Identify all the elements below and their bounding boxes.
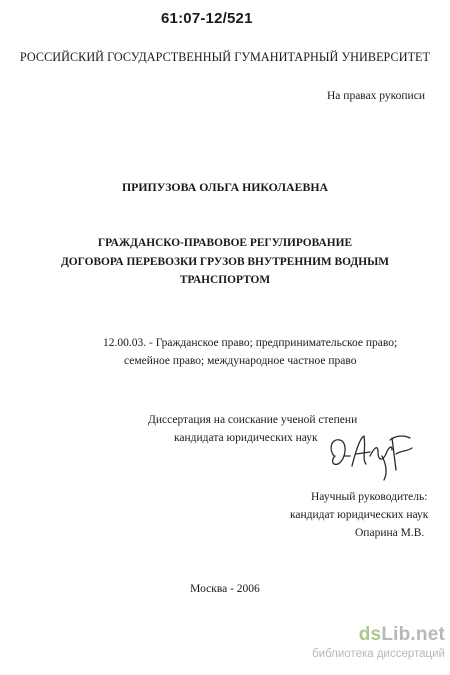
- supervisor-degree: кандидат юридических наук: [290, 509, 429, 521]
- specialty-line: 12.00.03. - Гражданское право; предпринимательское право;: [103, 337, 398, 349]
- dslib-logo: [310, 624, 445, 646]
- supervisor-name: Опарина М.В.: [355, 527, 425, 539]
- logo-rest: Lib.net: [381, 624, 445, 645]
- archive-stamp: 61:07-12/521: [161, 10, 253, 27]
- degree-line: кандидата юридических наук: [174, 432, 318, 444]
- specialty-code: [103, 335, 397, 370]
- dslib-subtitle: библиотека диссертаций: [312, 648, 445, 660]
- title-line: ГРАЖДАНСКО-ПРАВОВОЕ РЕГУЛИРОВАНИЕ: [97, 237, 353, 249]
- manuscript-rights-note: На правах рукописи: [327, 90, 425, 102]
- degree-line: Диссертация на соискание ученой степени: [148, 414, 358, 426]
- dslib-watermark: [310, 624, 445, 668]
- title-line: ДОГОВОРА ПЕРЕВОЗКИ ГРУЗОВ ВНУТРЕННИМ ВОДНЫМ: [60, 255, 390, 268]
- scientific-supervisor: [290, 488, 428, 542]
- specialty-line: семейное право; международное частное право: [124, 354, 357, 367]
- dissertation-title: [0, 234, 450, 290]
- city-and-year: Москва - 2006: [190, 583, 260, 595]
- supervisor-label: Научный руководитель:: [311, 491, 428, 503]
- logo-prefix: ds: [358, 624, 382, 645]
- title-line: ТРАНСПОРТОМ: [179, 274, 271, 286]
- author-name: ПРИПУЗОВА ОЛЬГА НИКОЛАЕВНА: [121, 180, 329, 194]
- university-name: РОССИЙСКИЙ ГОСУДАРСТВЕННЫЙ ГУМАНИТАРНЫЙ УНИВЕРСИТЕТ: [19, 50, 431, 64]
- handwritten-signature: [326, 426, 416, 484]
